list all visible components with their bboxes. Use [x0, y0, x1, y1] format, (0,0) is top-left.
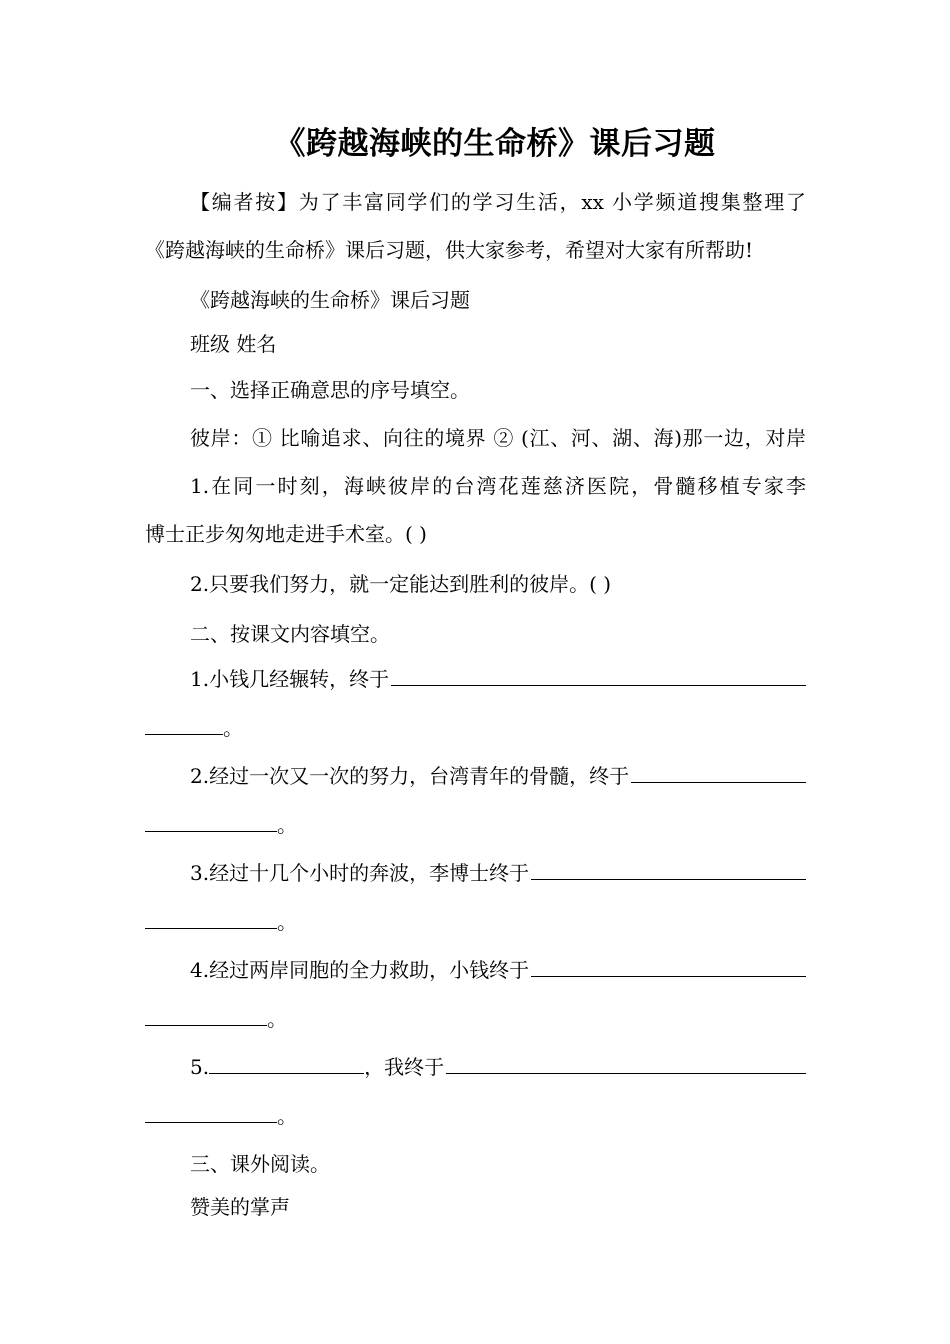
section-2-heading: 二、按课文内容填空。	[190, 622, 390, 646]
fill-item-1	[190, 665, 806, 693]
fill-item-2-blank-cont[interactable]	[145, 811, 277, 832]
fill-item-3-prefix: 3.经过十几个小时的奔波，李博士终于	[190, 861, 530, 885]
fill-item-1-end: 。	[223, 716, 243, 740]
question-1-line-1: 1.在同一时刻，海峡彼岸的台湾花莲慈济医院，骨髓移植专家李	[190, 474, 806, 498]
document-title: 《跨越海峡的生命桥》课后习题	[274, 126, 716, 162]
fill-item-3-blank[interactable]	[531, 859, 806, 880]
fill-item-2-blank[interactable]	[631, 762, 806, 783]
fill-item-3-continuation	[145, 908, 297, 936]
fill-item-5	[190, 1053, 806, 1081]
fill-item-5-end: 。	[277, 1104, 297, 1128]
fill-item-5-prefix: 5.	[190, 1055, 210, 1079]
passage-title: 赞美的掌声	[190, 1195, 290, 1219]
fill-item-4-continuation	[145, 1005, 287, 1033]
fill-item-3	[190, 859, 806, 887]
fill-item-2-end: 。	[277, 813, 297, 837]
definition-line: 彼岸：① 比喻追求、向往的境界 ② (江、河、湖、海)那一边，对岸	[190, 426, 806, 450]
section-1-heading: 一、选择正确意思的序号填空。	[190, 378, 470, 402]
fill-item-4-end: 。	[267, 1007, 287, 1031]
fill-item-4-blank[interactable]	[531, 956, 806, 977]
fill-item-5-continuation	[145, 1102, 297, 1130]
fill-item-1-continuation	[145, 714, 243, 742]
fill-item-3-blank-cont[interactable]	[145, 908, 277, 929]
editor-note-line-2: 《跨越海峡的生命桥》课后习题，供大家参考，希望对大家有所帮助!	[145, 238, 754, 262]
subtitle: 《跨越海峡的生命桥》课后习题	[190, 288, 470, 312]
fill-item-2	[190, 762, 806, 790]
question-1-line-2: 博士正步匆匆地走进手术室。( )	[145, 522, 427, 546]
fill-item-5-middle: ，我终于	[364, 1055, 445, 1079]
fill-item-4-prefix: 4.经过两岸同胞的全力救助，小钱终于	[190, 958, 530, 982]
editor-note-line-1: 【编者按】为了丰富同学们的学习生活，xx 小学频道搜集整理了	[190, 190, 806, 214]
fill-item-1-blank[interactable]	[391, 665, 806, 686]
question-2: 2.只要我们努力，就一定能达到胜利的彼岸。( )	[190, 572, 612, 596]
fill-item-1-prefix: 1.小钱几经辗转，终于	[190, 667, 390, 691]
fill-item-5-blank-cont[interactable]	[145, 1102, 277, 1123]
section-3-heading: 三、课外阅读。	[190, 1152, 330, 1176]
fill-item-5-blank-b[interactable]	[446, 1053, 806, 1074]
fill-item-4	[190, 956, 806, 984]
fill-item-5-blank-a[interactable]	[209, 1053, 364, 1074]
fill-item-4-blank-cont[interactable]	[145, 1005, 267, 1026]
fill-item-2-continuation	[145, 811, 297, 839]
fill-item-1-blank-cont[interactable]	[145, 714, 223, 735]
class-name-line: 班级 姓名	[190, 332, 277, 356]
fill-item-2-prefix: 2.经过一次又一次的努力，台湾青年的骨髓，终于	[190, 764, 630, 788]
fill-item-3-end: 。	[277, 910, 297, 934]
